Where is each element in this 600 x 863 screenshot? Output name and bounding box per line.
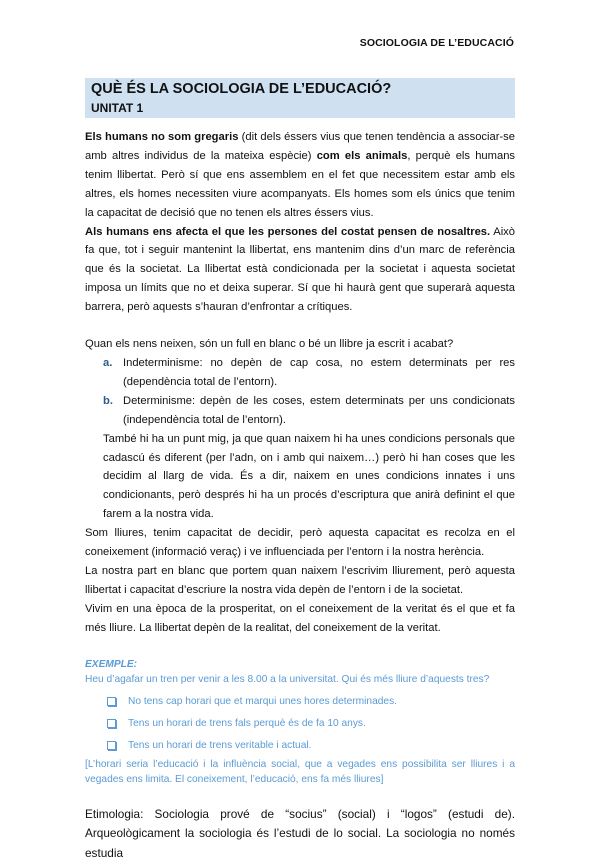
list-text: Determinisme: depèn de les coses, estem determinats per uns condicionats (independència total de l’entorn).	[123, 394, 515, 426]
list-text: Indeterminisme: no depèn de cap cosa, no estem determinats per res (dependència total de l’entorn).	[123, 356, 515, 388]
list-item	[103, 392, 515, 430]
determinism-list	[85, 354, 515, 430]
example-option	[107, 735, 515, 757]
example-option	[107, 691, 515, 713]
example-note: [L’horari seria l’educació i la influència social, que a vegades ens possibilita ser lliures i a vegades ens limita. El coneixement, l’educació, ens fa més lliures]	[85, 758, 515, 785]
bold-text: Als humans ens afecta el que les persones del costat pensen de nosaltres.	[85, 225, 491, 238]
paragraph-lliures: Som lliures, tenim capacitat de decidir, però aquesta capacitat es recolza en el coneixement (informació veraç) i ve influenciada per l’entorn i la nostra herència.	[85, 527, 515, 559]
example-block	[85, 658, 515, 787]
option-text: No tens cap horari que et marqui unes hores determinades.	[128, 695, 397, 707]
text: (dit dels éssers vius que tenen tendència a associar-se amb altres individus de la mateixa espècie)	[85, 131, 515, 162]
checkbox-icon	[107, 741, 116, 750]
title-box	[85, 78, 515, 118]
document-body	[85, 128, 515, 863]
paragraph-part-blanc: La nostra part en blanc que portem quan naixem l’escrivim lliurement, però aquesta llibertat i capacitat d’escriure la nostra vida depèn de l’entorn i de la societat.	[85, 564, 515, 596]
bold-text: com els animals	[316, 149, 408, 162]
paragraph-societat	[85, 223, 515, 318]
example-question: Heu d’agafar un tren per venir a les 8.00 a la universitat. Qui és més lliure d’aquests tres?	[85, 673, 490, 685]
paragraph-punt-mig: També hi ha un punt mig, ja que quan naixem hi ha unes condicions personals que cadascú és diferent (per l’adn, on i amb qui naixem…) però hi han coses que les decidim al llarg de vida. És a dir, naixem en unes condicions innates i uns condicionants, però després hi ha un procés d’escriptura que anirà definint el que farem a la nostra vida.	[103, 432, 515, 521]
paragraph-gregaris	[85, 128, 515, 223]
option-text: Tens un horari de trens fals perquè és de fa 10 anys.	[128, 717, 366, 729]
running-header: SOCIOLOGIA DE L’EDUCACIÓ	[359, 37, 514, 49]
list-marker: a.	[103, 356, 113, 369]
paragraph-etimologia: Etimologia: Sociologia prové de “socius” (social) i “logos” (estudi de). Arqueològicament la sociologia és l’estudi de lo social. La sociologia no només estudia	[85, 806, 515, 860]
text: , perquè els humans tenim llibertat. Però sí que ens assemblem en el fet que necessitem estar amb els altres, els homes necessiten viure acompanyats. Els homes som els únics que tenim la capacitat de decisió que no tenen els altres éssers vius.	[85, 149, 516, 219]
example-option	[107, 713, 515, 735]
example-options	[85, 691, 515, 757]
list-marker: b.	[103, 394, 113, 407]
option-text: Tens un horari de trens veritable i actual.	[128, 739, 312, 751]
list-item	[103, 354, 515, 392]
checkbox-icon	[107, 719, 116, 728]
text: Això fa que, tot i seguir mantenint la llibertat, ens mantenim dins d’un marc de referència que és la societat. La llibertat està condicionada per la societat i aquesta societat imposa un límits que no et deixa superar. Sí que hi haurà gent que superarà aquesta barrera, però aquests s’hauran d’enfrontar a crítiques.	[85, 225, 515, 314]
bold-text: Els humans no som gregaris	[85, 131, 239, 143]
page-title: QUÈ ÉS LA SOCIOLOGIA DE L’EDUCACIÓ?	[91, 81, 392, 97]
unit-subtitle: UNITAT 1	[91, 101, 144, 115]
question: Quan els nens neixen, són un full en blanc o bé un llibre ja escrit i acabat?	[85, 338, 454, 351]
paragraph-prosperitat: Vivim en una època de la prosperitat, on el coneixement de la veritat és el que et fa més lliure. La llibertat depèn de la realitat, del coneixement de la veritat.	[85, 602, 515, 634]
example-label: EXEMPLE:	[85, 658, 138, 670]
checkbox-icon	[107, 697, 116, 706]
